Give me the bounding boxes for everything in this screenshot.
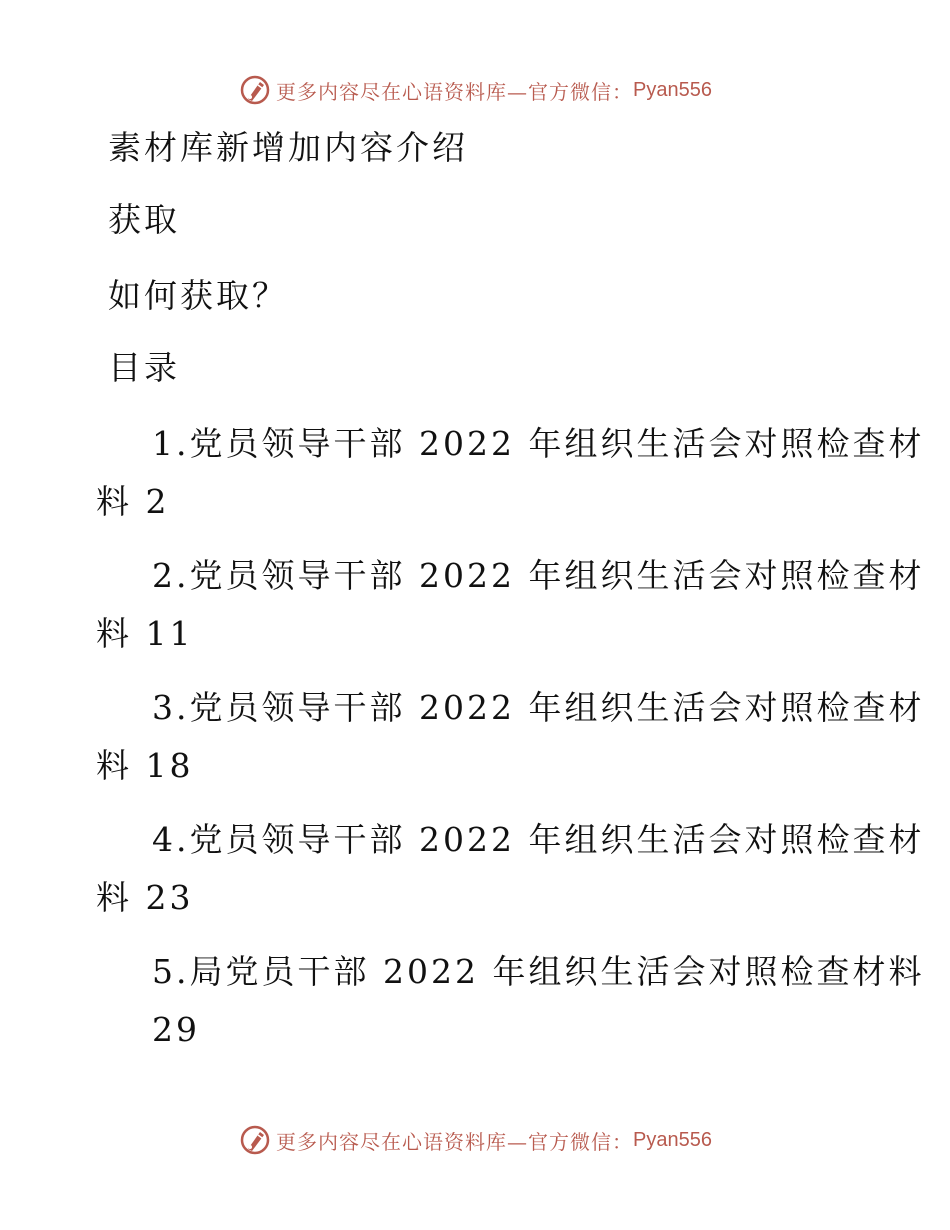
toc-item-5-line1[interactable]: 5.局党员干部 2022 年组织生活会对照检查材料: [152, 952, 925, 991]
heading-how-to-get: 如何获取？: [108, 276, 288, 315]
toc-item-2-line2[interactable]: 料 11: [96, 614, 194, 653]
header-banner: [0, 68, 950, 112]
heading-intro: 素材库新增加内容介绍: [108, 128, 468, 167]
heading-get: 获取: [108, 200, 180, 239]
pen-nib-logo-icon: [238, 1123, 272, 1157]
toc-item-1-line2[interactable]: 料 2: [96, 482, 170, 521]
banner-wechat-id: Pyan556: [633, 78, 712, 101]
toc-item-2-line1[interactable]: 2.党员领导干部 2022 年组织生活会对照检查材: [152, 556, 925, 595]
toc-item-4-line1[interactable]: 4.党员领导干部 2022 年组织生活会对照检查材: [152, 820, 925, 859]
toc-item-1-line1[interactable]: 1.党员领导干部 2022 年组织生活会对照检查材: [152, 424, 925, 463]
toc-item-3-line2[interactable]: 料 18: [96, 746, 194, 785]
toc-item-3-line1[interactable]: 3.党员领导干部 2022 年组织生活会对照检查材: [152, 688, 925, 727]
toc-item-4-line2[interactable]: 料 23: [96, 878, 194, 917]
toc-item-5-line2[interactable]: 29: [152, 1010, 200, 1049]
banner-text: 更多内容尽在心语资料库—官方微信：: [276, 79, 634, 104]
heading-toc: 目录: [108, 348, 180, 387]
pen-nib-logo-icon: [238, 73, 272, 107]
banner-wechat-id: Pyan556: [633, 1128, 712, 1151]
banner-text: 更多内容尽在心语资料库—官方微信：: [276, 1129, 634, 1154]
footer-banner: [0, 1118, 950, 1162]
